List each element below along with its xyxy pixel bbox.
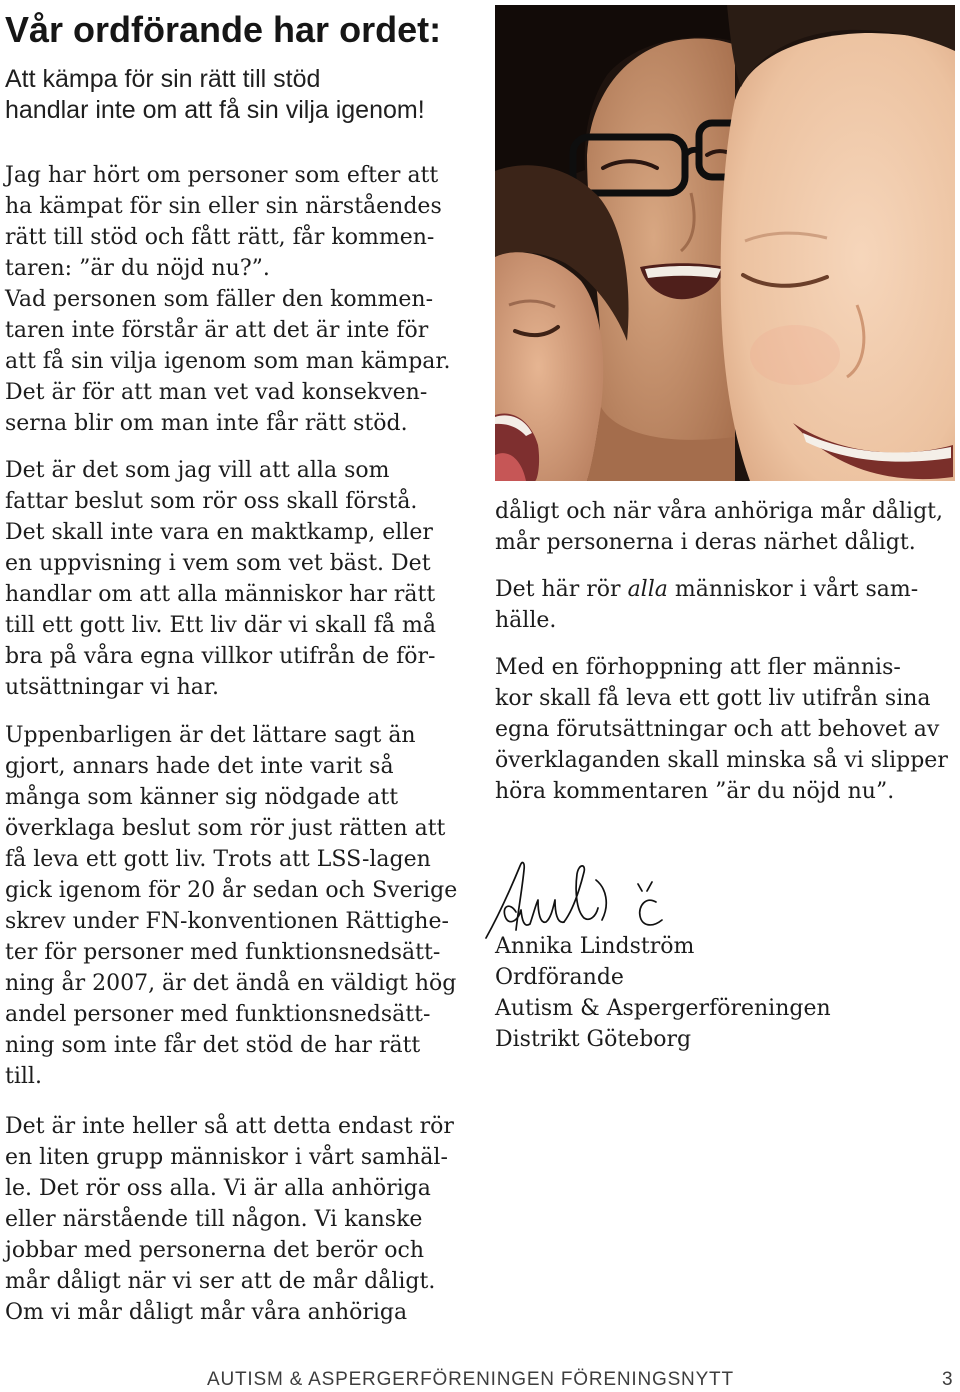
body-line: rätt till stöd och fått rätt, får kommen- [5,225,435,250]
body-line: till ett gott liv. Ett liv där vi skall få må [5,613,436,638]
body-line: en liten grupp människor i vårt samhäl- [5,1145,448,1170]
body-line: Om vi mår dåligt mår våra anhöriga [5,1300,408,1325]
body-line [495,574,918,605]
body-line: ha kämpat för sin eller sin närståendes [5,194,442,219]
body-line: gjort, annars hade det inte varit så [5,754,394,779]
body-line: gick igenom för 20 år sedan och Sverige [5,878,458,903]
body-line: överklaga beslut som rör just rätten att [5,816,446,841]
body-line: Det är det som jag vill att alla som [5,458,390,483]
text-segment: människor i vårt sam- [667,577,919,602]
signature-stroke [504,900,564,925]
paragraph [5,1111,454,1328]
page-number: 3 [942,1369,953,1390]
body-line: överklaganden skall minska så vi slipper [495,748,948,773]
body-line: många som känner sig nödgade att [5,785,399,810]
signature-block [495,931,831,1055]
body-line: dåligt och när våra anhöriga mår dåligt, [495,499,944,524]
body-line: hälle. [495,608,557,633]
signature-stroke [596,880,606,920]
paragraph [495,496,943,558]
signature-stroke [486,863,524,938]
body-line: en uppvisning i vem som vet bäst. Det [5,551,431,576]
body-line: Uppenbarligen är det lättare sagt än [5,723,416,748]
portrait-photo [495,5,955,481]
body-line: andel personer med funktionsnedsätt- [5,1002,431,1027]
subtitle-line: handlar inte om att få sin vilja igenom! [5,96,425,124]
body-line: höra kommentaren ”är du nöjd nu”. [495,779,895,804]
body-line: mår dåligt när vi ser att de mår dåligt. [5,1269,436,1294]
body-line: handlar om att alla människor har rätt [5,582,436,607]
body-line: utsättningar vi har. [5,675,220,700]
body-line: fattar beslut som rör oss skall förstå. [5,489,418,514]
boy-cheek [750,325,840,385]
text-segment: Det här rör [495,577,628,602]
paragraph [5,160,451,439]
body-line: ter för personer med funktionsnedsätt- [5,940,441,965]
paragraph [5,720,457,1092]
author-district: Distrikt Göteborg [495,1027,692,1052]
body-line: egna förutsättningar och att behovet av [495,717,940,742]
body-line: le. Det rör oss alla. Vi är alla anhöriga [5,1176,431,1201]
body-line: att få sin vilja igenom som man kämpar. [5,349,451,374]
body-line: Jag har hört om personer som efter att [5,163,439,188]
boy-face [721,33,955,481]
paragraph [5,455,436,703]
signature-stroke [638,884,642,891]
body-line: kor skall få leva ett gott liv utifrån sina [495,686,931,711]
body-line: till. [5,1064,42,1089]
body-line: taren: ”är du nöjd nu?”. [5,256,270,281]
body-line: taren inte förstår är att det är inte för [5,318,429,343]
signature-stroke [647,882,652,891]
body-line: eller närstående till någon. Vi kanske [5,1207,423,1232]
body-line: Med en förhoppning att fler männis- [495,655,901,680]
body-line: ning år 2007, är det ändå en väldigt hög [5,971,457,996]
footer-publication-name: AUTISM & ASPERGERFÖRENINGEN FÖRENINGSNYTT [207,1369,734,1390]
body-line: Vad personen som fäller den kommen- [5,287,434,312]
author-organization: Autism & Aspergerföreningen [495,996,831,1021]
body-line: få leva ett gott liv. Trots att LSS-lagen [5,847,431,872]
author-name: Annika Lindström [495,934,695,959]
signature-stroke [564,866,598,922]
author-role: Ordförande [495,965,624,990]
page-title: Vår ordförande har ordet: [5,9,442,50]
body-line: bra på våra egna villkor utifrån de för- [5,644,436,669]
body-line: ning som inte får det stöd de har rätt [5,1033,421,1058]
body-line: mår personerna i deras närhet dåligt. [495,530,916,555]
subtitle-line: Att kämpa för sin rätt till stöd [5,65,321,93]
emphasized-word: alla [627,577,668,602]
signature-stroke [640,900,662,925]
paragraph [495,652,948,807]
body-line: serna blir om man inte får rätt stöd. [5,411,408,436]
body-line: jobbar med personerna det berör och [5,1238,424,1263]
body-line: Det skall inte vara en maktkamp, eller [5,520,433,545]
subtitle [5,64,425,126]
paragraph [495,574,918,636]
body-line: Det är för att man vet vad konsekven- [5,380,428,405]
body-line: skrev under FN-konventionen Rättighe- [5,909,449,934]
body-line: Det är inte heller så att detta endast rör [5,1114,454,1139]
